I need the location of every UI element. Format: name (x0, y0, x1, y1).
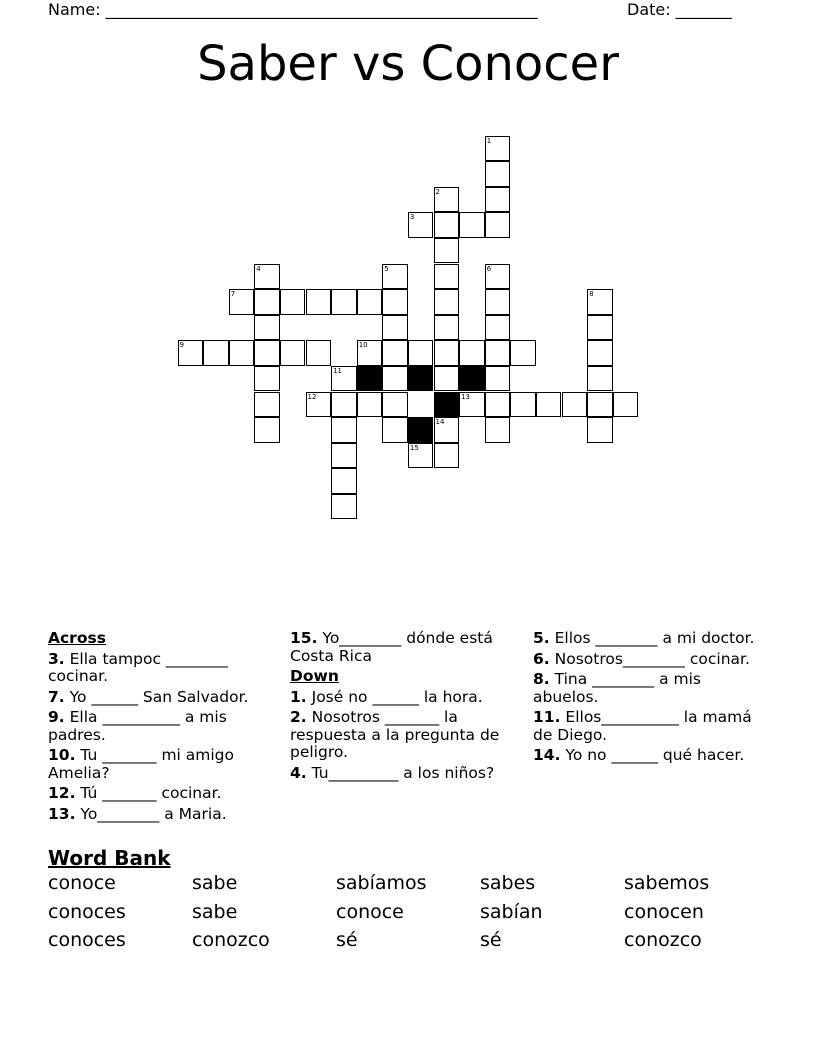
word-bank-word: sabes (480, 872, 536, 894)
grid-cell[interactable] (331, 443, 357, 469)
grid-cell[interactable] (434, 264, 460, 290)
grid-cell[interactable] (510, 340, 536, 366)
grid-cell[interactable] (536, 392, 562, 418)
grid-cell[interactable] (485, 136, 511, 162)
grid-cell[interactable] (434, 212, 460, 238)
grid-cell[interactable] (280, 340, 306, 366)
grid-cell[interactable] (587, 417, 613, 443)
grid-cell[interactable] (408, 443, 434, 469)
grid-cell[interactable] (485, 264, 511, 290)
clue-across-13: 13. Yo________ a Maria. (48, 804, 227, 823)
grid-cell[interactable] (562, 392, 588, 418)
grid-cell[interactable] (434, 340, 460, 366)
grid-cell[interactable] (254, 392, 280, 418)
clue-number: 7 (230, 290, 236, 299)
grid-cell[interactable] (485, 289, 511, 315)
grid-block (434, 392, 460, 418)
grid-cell[interactable] (357, 392, 383, 418)
clue-across-7: 7. Yo ______ San Salvador. (48, 687, 249, 706)
clue-down-2: 2. Nosotros _______ la respuesta a la pregunta de peligro. (290, 708, 500, 761)
clue-across-3: 3. Ella tampoc ________ cocinar. (48, 649, 228, 685)
grid-cell[interactable] (229, 289, 255, 315)
grid-cell[interactable] (459, 392, 485, 418)
word-bank-word: sabíamos (336, 872, 427, 894)
grid-block (357, 366, 383, 392)
grid-cell[interactable] (434, 315, 460, 341)
grid-cell[interactable] (382, 340, 408, 366)
grid-cell[interactable] (229, 340, 255, 366)
grid-cell[interactable] (382, 264, 408, 290)
grid-cell[interactable] (331, 366, 357, 392)
word-bank-word: conoce (336, 900, 404, 923)
down-heading: Down (290, 667, 339, 685)
clue-number: 15 (409, 443, 419, 452)
word-bank-word: sé (336, 929, 358, 951)
grid-cell[interactable] (587, 289, 613, 315)
word-bank-word: sabe (192, 872, 238, 894)
clue-number: 5 (384, 264, 389, 273)
grid-cell[interactable] (587, 392, 613, 418)
grid-cell[interactable] (434, 443, 460, 469)
word-bank-word: conozco (192, 929, 270, 951)
page-title: Saber vs Conocer (197, 36, 619, 92)
grid-cell[interactable] (178, 340, 204, 366)
grid-cell[interactable] (434, 238, 460, 264)
clue-down-5: 5. Ellos ________ a mi doctor. (533, 629, 755, 647)
grid-cell[interactable] (587, 340, 613, 366)
grid-cell[interactable] (485, 366, 511, 392)
grid-cell[interactable] (203, 340, 229, 366)
word-bank-word: sabemos (624, 872, 710, 894)
grid-block (408, 417, 434, 443)
grid-cell[interactable] (382, 366, 408, 392)
word-bank-word: sé (480, 929, 502, 951)
grid-cell[interactable] (331, 468, 357, 494)
grid-cell[interactable] (331, 289, 357, 315)
grid-cell[interactable] (382, 417, 408, 443)
word-bank-word: conoces (48, 929, 126, 951)
grid-cell[interactable] (331, 417, 357, 443)
grid-block (408, 366, 434, 392)
clue-number: 13 (461, 392, 471, 401)
grid-cell[interactable] (254, 366, 280, 392)
grid-cell[interactable] (382, 289, 408, 315)
clue-down-14: 14. Yo no ______ qué hacer. (533, 746, 745, 764)
grid-cell[interactable] (254, 417, 280, 443)
clue-number: 8 (589, 290, 594, 299)
grid-cell[interactable] (485, 417, 511, 443)
clue-number: 12 (307, 392, 317, 401)
grid-cell[interactable] (434, 417, 460, 443)
grid-cell[interactable] (613, 392, 639, 418)
clue-number: 3 (409, 213, 415, 222)
grid-cell[interactable] (408, 212, 434, 238)
grid-cell[interactable] (306, 392, 332, 418)
word-bank-word: conocen (624, 900, 704, 923)
clue-down-1: 1. José no ______ la hora. (290, 687, 483, 706)
grid-cell[interactable] (587, 315, 613, 341)
clue-number: 9 (179, 341, 184, 350)
grid-cell[interactable] (485, 161, 511, 187)
clues-column-3 (533, 630, 758, 768)
grid-cell[interactable] (357, 289, 383, 315)
grid-cell[interactable] (382, 315, 408, 341)
clue-number: 4 (256, 264, 261, 273)
clue-number: 10 (358, 341, 368, 350)
grid-cell[interactable] (254, 315, 280, 341)
clue-number: 6 (486, 264, 492, 273)
name-field-label: Name: ______________________________________________________ (48, 0, 538, 19)
word-bank-word: conozco (624, 929, 702, 951)
grid-cell[interactable] (485, 340, 511, 366)
clue-down-6: 6. Nosotros________ cocinar. (533, 649, 750, 668)
grid-cell[interactable] (357, 340, 383, 366)
across-heading: Across (48, 629, 106, 647)
word-bank-word: conoce (48, 872, 116, 894)
grid-cell[interactable] (254, 340, 280, 366)
word-bank-title: Word Bank (48, 846, 171, 870)
date-field-label: Date: _______ (627, 0, 732, 19)
word-bank (48, 872, 768, 958)
clue-number: 11 (333, 366, 343, 375)
clue-number: 14 (435, 418, 445, 427)
grid-cell[interactable] (587, 366, 613, 392)
grid-cell[interactable] (485, 212, 511, 238)
clue-down-8: 8. Tina ________ a mis abuelos. (533, 670, 702, 706)
clue-number: 1 (486, 136, 492, 145)
clues-column-2 (290, 630, 515, 785)
grid-cell[interactable] (306, 340, 332, 366)
clue-number: 2 (435, 187, 440, 196)
clue-across-9: 9. Ella __________ a mis padres. (48, 708, 227, 744)
grid-cell[interactable] (408, 340, 434, 366)
clues-column-1 (48, 630, 273, 826)
grid-cell[interactable] (485, 187, 511, 213)
word-bank-word: sabían (480, 900, 543, 923)
grid-cell[interactable] (485, 392, 511, 418)
clue-across-10: 10. Tu _______ mi amigo Amelia? (48, 746, 235, 782)
grid-cell[interactable] (382, 392, 408, 418)
grid-cell[interactable] (331, 392, 357, 418)
grid-cell[interactable] (485, 315, 511, 341)
clue-across-12: 12. Tú _______ cocinar. (48, 784, 222, 802)
word-bank-word: sabe (192, 900, 238, 923)
clue-down-11: 11. Ellos__________ la mamá de Diego. (533, 708, 752, 744)
grid-cell[interactable] (280, 289, 306, 315)
grid-cell[interactable] (254, 264, 280, 290)
grid-block (459, 366, 485, 392)
grid-cell[interactable] (459, 212, 485, 238)
grid-cell[interactable] (434, 289, 460, 315)
grid-cell[interactable] (331, 494, 357, 520)
grid-cell[interactable] (434, 366, 460, 392)
grid-cell[interactable] (459, 340, 485, 366)
clue-across-15: 15. Yo________ dónde está Costa Rica (290, 629, 493, 665)
grid-cell[interactable] (254, 289, 280, 315)
grid-cell[interactable] (510, 392, 536, 418)
grid-cell[interactable] (306, 289, 332, 315)
grid-cell[interactable] (434, 187, 460, 213)
word-bank-word: conoces (48, 900, 126, 923)
clue-down-4: 4. Tu_________ a los niños? (290, 763, 495, 782)
